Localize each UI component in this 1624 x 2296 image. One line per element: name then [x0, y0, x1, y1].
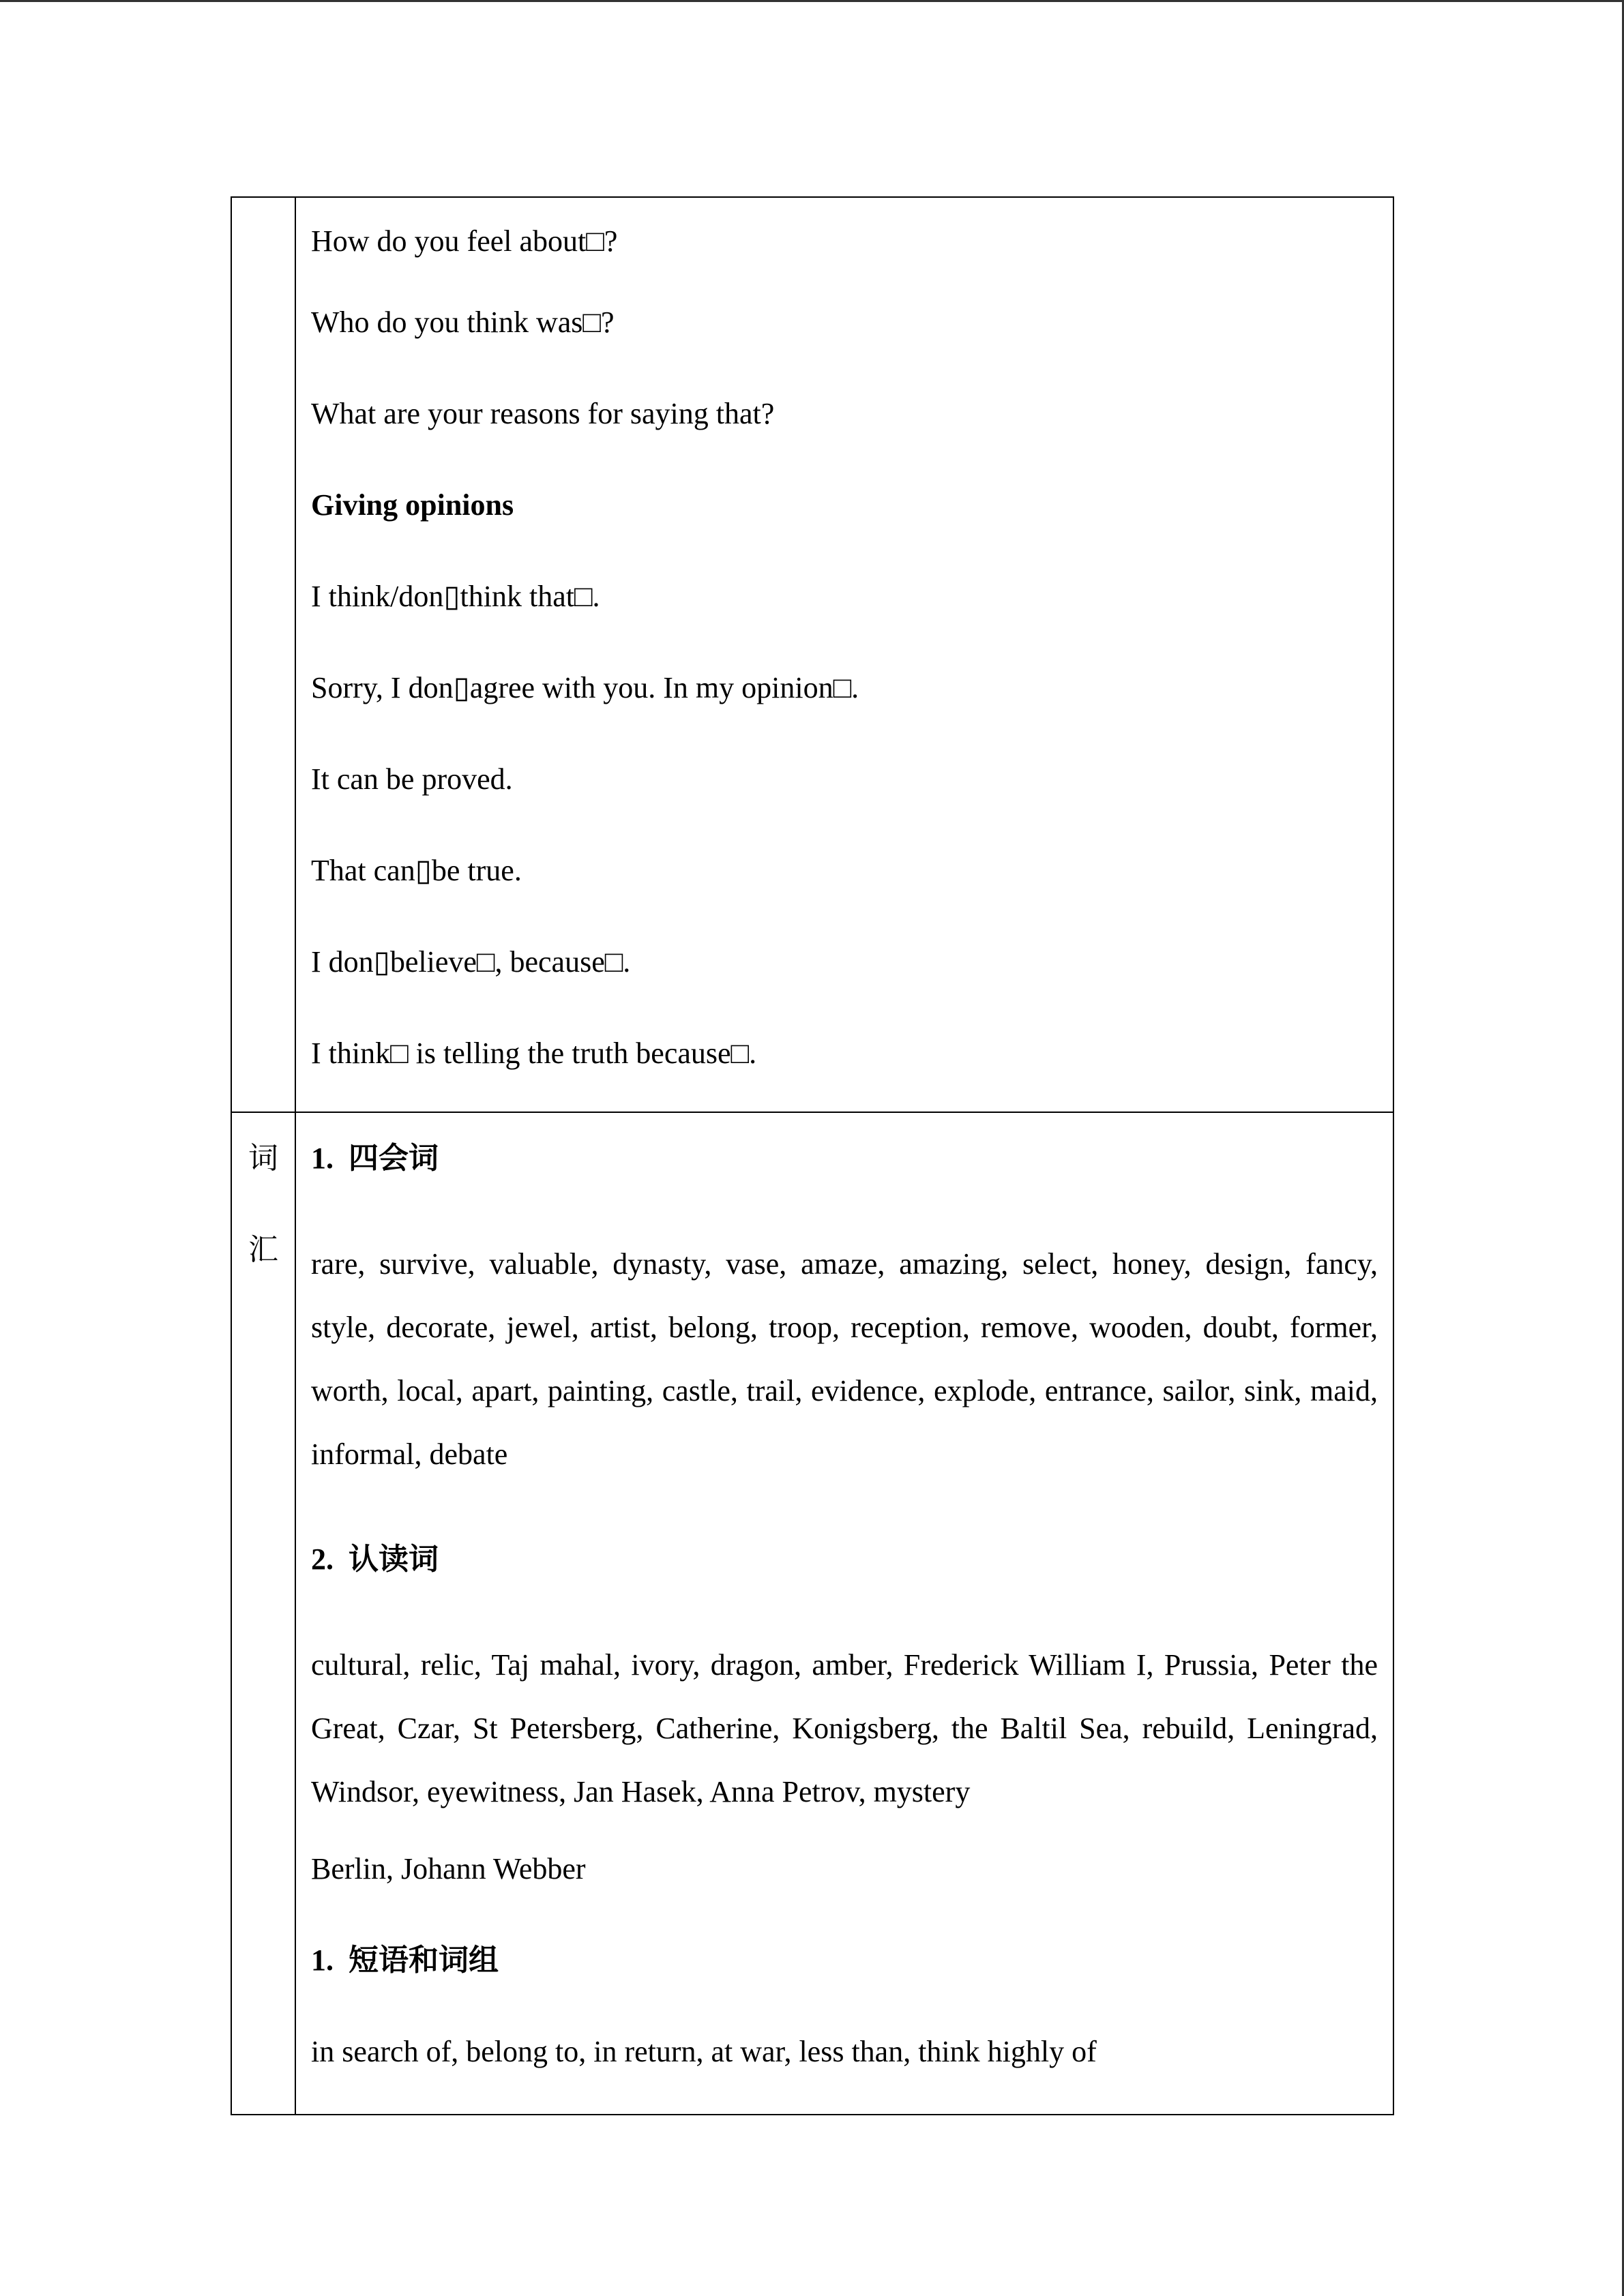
section-number: 2. — [311, 1542, 334, 1576]
expression-line: That can▯be true. — [311, 854, 522, 887]
expression-line: Who do you think was□? — [311, 305, 615, 339]
section-title: 短语和词组 — [349, 1943, 499, 1977]
expression-line: Sorry, I don▯agree with you. In my opinion□. — [311, 671, 859, 704]
section-number: 1. — [311, 1943, 334, 1977]
expressions-cell — [295, 197, 1393, 1112]
spacer — [311, 1605, 1378, 1633]
page-top-border — [0, 0, 1624, 2]
vocabulary-content — [296, 1113, 1393, 2114]
section-heading-four-skill-words — [311, 1113, 1378, 1204]
expressions-list — [296, 198, 1393, 1112]
row-label-empty — [231, 197, 295, 1112]
expression-line: How do you feel about□? — [311, 224, 618, 258]
expression-line: It can be proved. — [311, 762, 513, 796]
section-title: 认读词 — [349, 1542, 439, 1576]
vocabulary-cell — [295, 1112, 1393, 2115]
section-heading-recognition-words — [311, 1514, 1378, 1605]
expression-line: What are your reasons for saying that? — [311, 397, 775, 430]
lesson-table — [231, 196, 1394, 2115]
section-title: 四会词 — [349, 1142, 439, 1175]
label-char: 汇 — [248, 1232, 278, 1267]
table-row-expressions — [231, 197, 1393, 1112]
phrase-list: in search of, belong to, in return, at war, less than, think highly of — [311, 2035, 1097, 2068]
word-list-recognition-extra: Berlin, Johann Webber — [311, 1852, 586, 1885]
word-list-recognition: cultural, relic, Taj mahal, ivory, dragon, amber, Frederick William I, Prussia, Peter the Great, Czar, St Petersberg, Catherine, Konigsberg, the Baltil Sea, rebuild, Leningrad, Windsor, eyewitness, Jan Hasek, Anna Petrov, mystery — [311, 1648, 1378, 1808]
expression-line: I think□ is telling the truth because□. — [311, 1037, 757, 1070]
expression-line: I think/don▯think that□. — [311, 580, 600, 613]
table-row-vocabulary — [231, 1112, 1393, 2115]
spacer — [311, 1486, 1378, 1514]
section-heading-giving-opinions: Giving opinions — [311, 488, 514, 522]
word-list-four-skill: rare, survive, valuable, dynasty, vase, amaze, amazing, select, honey, design, fancy, style, decorate, jewel, artist, belong, troop, reception, remove, wooden, doubt, former, worth, local, apart, painting, castle, trail, evidence, explode, entrance, sailor, sink, maid, informal, debate — [311, 1247, 1378, 1471]
section-number: 1. — [311, 1142, 334, 1175]
expression-line: I don▯believe□, because□. — [311, 945, 631, 979]
row-label-vocabulary — [231, 1112, 295, 2115]
spacer — [311, 1204, 1378, 1232]
section-heading-phrases — [311, 1915, 1378, 2006]
label-char: 词 — [248, 1141, 278, 1176]
